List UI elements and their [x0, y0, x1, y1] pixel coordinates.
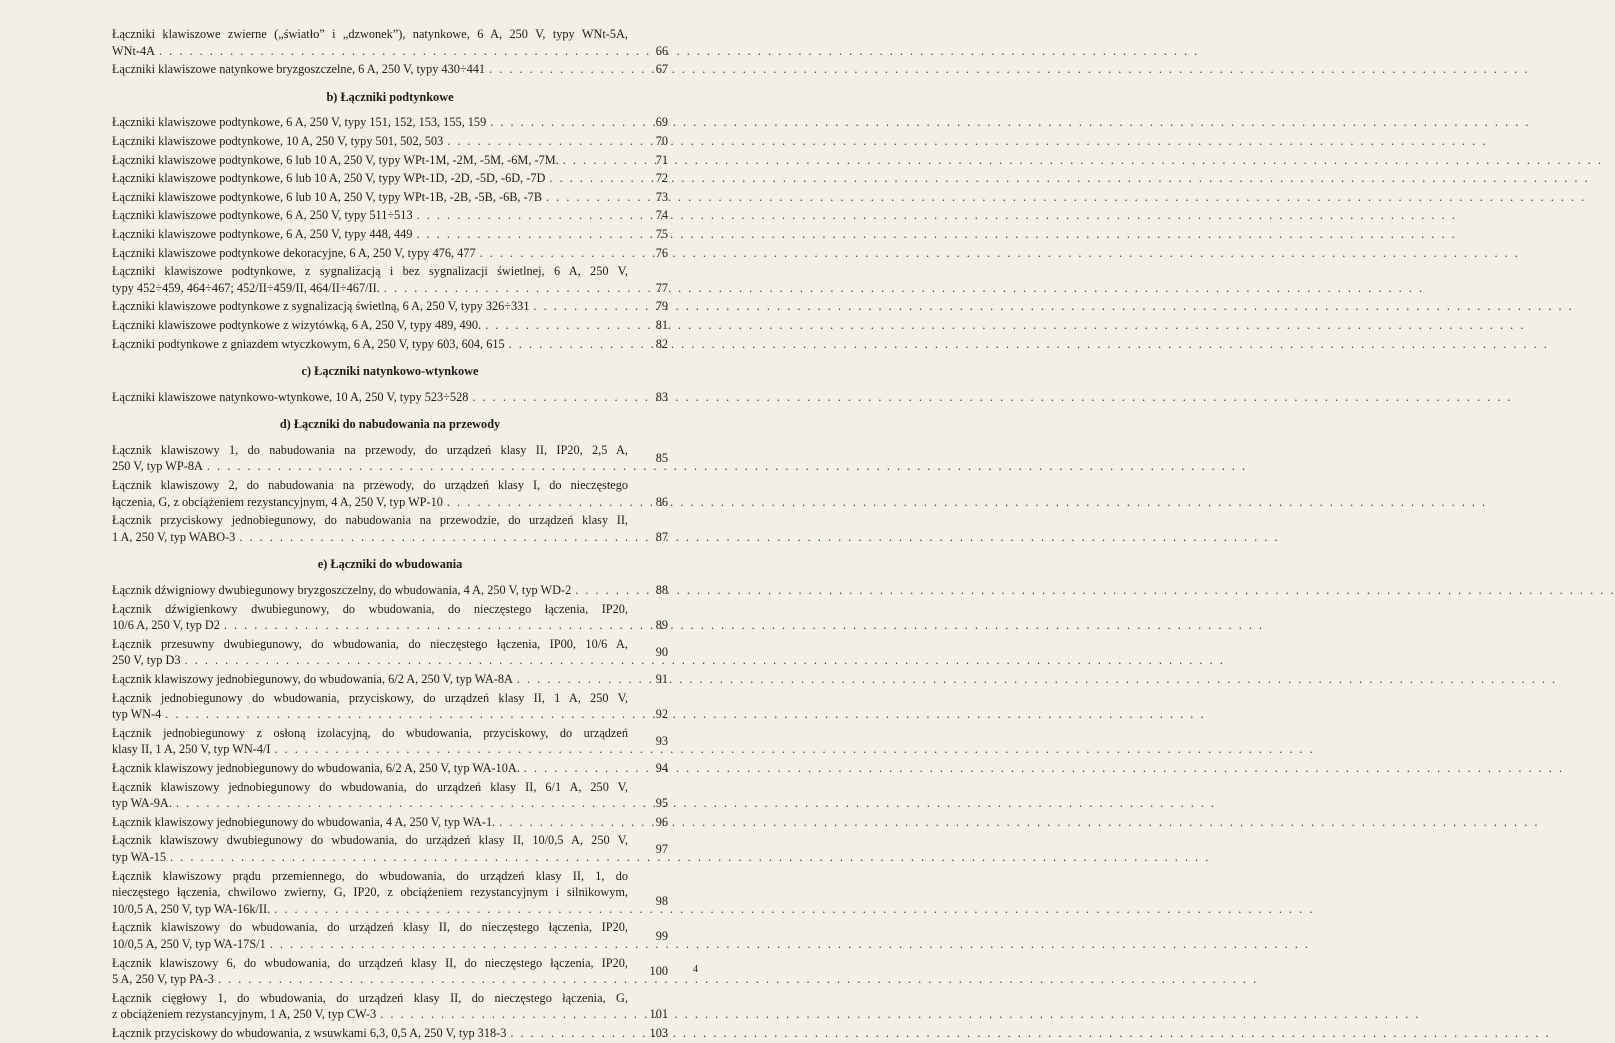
page-number: 73 — [655, 189, 668, 204]
toc-entry-text: typ WN-4 — [112, 707, 162, 722]
toc-entry-text: Łącznik dźwigienkowy dwubiegunowy, do wbudowania, do nieczęstego łączenia, IP20, — [112, 601, 628, 616]
toc-entry-text: Łączniki klawiszowe podtynkowe z wizytówką, 6 A, 250 V, typy 489, 490. — [112, 317, 482, 332]
toc-entry-last-line — [112, 226, 628, 243]
toc-entry — [112, 760, 668, 777]
dot-leader — [165, 706, 1205, 723]
page-number: 87 — [655, 529, 668, 544]
toc-entry-text: Łącznik klawiszowy dwubiegunowy do wbudowania, do urządzeń klasy II, 10/0,5 A, 250 V, — [112, 833, 628, 848]
table-of-contents — [112, 26, 668, 1043]
toc-entry — [112, 990, 668, 1023]
toc-entry — [112, 477, 668, 510]
toc-entry — [112, 26, 668, 59]
page-number: 71 — [655, 152, 668, 167]
dot-leader — [239, 529, 1279, 546]
toc-entry-text: Łączniki klawiszowe podtynkowe, z sygnalizacją i bez sygnalizacji świetlnej, 6 A, 250 V, — [112, 264, 628, 279]
page-number: 89 — [655, 618, 668, 633]
toc-entry-last-line — [112, 617, 628, 634]
dot-leader — [218, 971, 1258, 988]
page-number: 92 — [655, 707, 668, 722]
dot-leader — [170, 849, 1210, 866]
dot-leader — [524, 760, 1564, 777]
toc-entry-text: Łączniki klawiszowe podtynkowe, 6 lub 10 A, 250 V, typy WPt-1M, -2M, -5M, -6M, -7M. — [112, 152, 559, 167]
page-number: 82 — [655, 336, 668, 351]
toc-entry-text: Łączniki klawiszowe podtynkowe z sygnalizacją świetlną, 6 A, 250 V, typy 326÷331 — [112, 299, 530, 314]
page-number: 70 — [655, 133, 668, 148]
toc-entry-text: nieczęstego łączenia, chwilowo zwierny, G, IP20, z obciążeniem rezystancyjnym i silnikowym, — [112, 885, 628, 900]
toc-entry-text: 250 V, typ D3 — [112, 653, 181, 668]
dot-leader — [575, 582, 1615, 599]
toc-entry-last-line — [112, 280, 628, 297]
dot-leader — [546, 189, 1586, 206]
page-number: 103 — [649, 1025, 668, 1040]
toc-entry — [112, 336, 668, 353]
toc-entry — [112, 298, 668, 315]
dot-leader — [384, 280, 1424, 297]
toc-entry-text: Łącznik klawiszowy 2, do nabudowania na przewody, do urządzeń klasy I, do nieczęstego — [112, 478, 628, 493]
toc-entry-text: 10/6 A, 250 V, typ D2 — [112, 618, 220, 633]
toc-entry-last-line — [112, 814, 628, 831]
page-number: 69 — [655, 115, 668, 130]
toc-entry-last-line — [112, 1006, 628, 1023]
toc-entry — [112, 317, 668, 334]
toc-entry-text: typ WA-15 — [112, 849, 167, 864]
section-heading: c) Łączniki natynkowo-wtynkowe — [301, 364, 479, 379]
toc-entry — [112, 582, 668, 599]
toc-entry — [112, 189, 668, 206]
dot-leader — [159, 43, 1199, 60]
toc-entry-last-line — [112, 741, 628, 758]
dot-leader — [380, 1006, 1420, 1023]
page-number: 86 — [655, 494, 668, 509]
dot-leader — [275, 741, 1315, 758]
dot-leader — [207, 458, 1247, 475]
toc-entry — [112, 152, 668, 169]
page-number: 85 — [655, 451, 668, 466]
toc-entry-text: Łączniki klawiszowe podtynkowe, 10 A, 250 V, typy 501, 502, 503 — [112, 133, 444, 148]
toc-entry-text: łączenia, G, z obciążeniem rezystancyjnym, 4 A, 250 V, typ WP-10 — [112, 494, 443, 509]
toc-entry — [112, 779, 668, 812]
section-heading: e) Łączniki do wbudowania — [317, 557, 463, 572]
toc-entry-text: Łącznik dźwigniowy dwubiegunowy bryzgoszczelny, do wbudowania, 4 A, 250 V, typ WD-2 — [112, 583, 572, 598]
toc-entry — [112, 512, 668, 545]
toc-entry-last-line — [112, 971, 628, 988]
toc-entry-last-line — [112, 671, 628, 688]
page-number: 74 — [655, 208, 668, 223]
toc-entry-text: Łączniki klawiszowe podtynkowe, 6 A, 250 V, typy 511÷513 — [112, 208, 413, 223]
toc-entry — [112, 442, 668, 475]
toc-entry-text: 10/0,5 A, 250 V, typ WA-16k/II. — [112, 901, 271, 916]
page-number: 83 — [655, 389, 668, 404]
toc-entry — [112, 919, 668, 952]
page-number: 96 — [655, 814, 668, 829]
toc-entry-last-line — [112, 795, 628, 812]
page-number: 77 — [655, 280, 668, 295]
toc-entry-last-line — [112, 389, 628, 406]
section-heading: b) Łączniki podtynkowe — [326, 89, 454, 104]
toc-entry-text: typ WA-9A. — [112, 796, 172, 811]
toc-entry-text: Łącznik przyciskowy do wbudowania, z wsuwkami 6,3, 0,5 A, 250 V, typ 318-3 — [112, 1025, 507, 1040]
toc-entry — [112, 245, 668, 262]
toc-entry-text: Łącznik klawiszowy jednobiegunowy do wbudowania, 4 A, 250 V, typ WA-1. — [112, 814, 496, 829]
toc-entry-last-line — [112, 652, 628, 669]
toc-entry-text: Łączniki klawiszowe podtynkowe, 6 A, 250 V, typy 448, 449 — [112, 226, 413, 241]
toc-entry — [112, 114, 668, 131]
toc-entry-last-line — [112, 43, 628, 60]
page-number: 97 — [655, 841, 668, 856]
toc-entry-text: Łącznik cięgłowy 1, do wbudowania, do urządzeń klasy II, do nieczęstego łączenia, G, — [112, 990, 628, 1005]
toc-entry-last-line — [112, 207, 628, 224]
dot-leader — [533, 298, 1573, 315]
toc-entry — [112, 832, 668, 865]
toc-entry-text: Łącznik klawiszowy prądu przemiennego, do wbudowania, do urządzeń klasy II, 1, do — [112, 868, 628, 883]
toc-entry-text: Łączniki podtynkowe z gniazdem wtyczkowym, 6 A, 250 V, typy 603, 604, 615 — [112, 336, 505, 351]
toc-entry-last-line — [112, 458, 628, 475]
toc-entry-last-line — [112, 189, 628, 206]
dot-leader — [416, 226, 1456, 243]
toc-entry-last-line — [112, 582, 628, 599]
page-number: 100 — [649, 964, 668, 979]
toc-entry — [112, 636, 668, 669]
toc-entry-text: Łączniki klawiszowe natynkowe bryzgoszczelne, 6 A, 250 V, typy 430÷441 — [112, 62, 486, 77]
toc-entry — [112, 690, 668, 723]
toc-entry-last-line — [112, 849, 628, 866]
toc-entry — [112, 868, 668, 918]
toc-entry-last-line — [112, 706, 628, 723]
toc-entry-last-line — [112, 133, 628, 150]
toc-entry-last-line — [112, 298, 628, 315]
toc-entry-text: Łączniki klawiszowe zwierne („światło” i „dzwonek”), natynkowe, 6 A, 250 V, typy WNt-5A, — [112, 27, 628, 41]
toc-entry-text: 10/0,5 A, 250 V, typ WA-17S/1 — [112, 936, 266, 951]
page-number: 72 — [655, 171, 668, 186]
toc-entry-text: Łączniki klawiszowe natynkowo-wtynkowe, 10 A, 250 V, typy 523÷528 — [112, 389, 469, 404]
toc-entry-text: Łączniki klawiszowe podtynkowe, 6 lub 10 A, 250 V, typy WPt-1B, -2B, -5B, -6B, -7B — [112, 189, 543, 204]
toc-entry — [112, 955, 668, 988]
toc-entry — [112, 814, 668, 831]
page-number: 67 — [655, 62, 668, 77]
toc-entry-text: 1 A, 250 V, typ WABO-3 — [112, 529, 236, 544]
toc-entry — [112, 725, 668, 758]
toc-entry-last-line — [112, 901, 628, 918]
toc-entry-text: Łączniki klawiszowe podtynkowe, 6 A, 250 V, typy 151, 152, 153, 155, 159 — [112, 115, 487, 130]
toc-entry — [112, 170, 668, 187]
page-number: 88 — [655, 583, 668, 598]
toc-entry-text: Łączniki klawiszowe podtynkowe, 6 lub 10 A, 250 V, typy WPt-1D, -2D, -5D, -6D, -7D — [112, 171, 546, 186]
toc-entry-text: Łącznik klawiszowy jednobiegunowy, do wbudowania, 6/2 A, 250 V, typ WA-8A — [112, 672, 513, 686]
toc-entry-text: Łącznik klawiszowy 1, do nabudowania na przewody, do urządzeń klasy II, IP20, 2,5 A, — [112, 442, 628, 457]
toc-entry-last-line — [112, 61, 628, 78]
toc-entry-text: klasy II, 1 A, 250 V, typ WN-4/I — [112, 742, 271, 757]
toc-entry-text: Łącznik klawiszowy 6, do wbudowania, do urządzeń klasy II, do nieczęstego łączenia, IP20, — [112, 955, 628, 970]
page-number: 91 — [655, 672, 668, 686]
page-number: 98 — [655, 893, 668, 908]
side-page-number: 4 — [693, 964, 698, 975]
toc-entry — [112, 671, 668, 688]
toc-entry-last-line — [112, 494, 628, 511]
section-heading: d) Łączniki do nabudowania na przewody — [279, 417, 501, 432]
dot-leader — [472, 389, 1512, 406]
dot-leader — [549, 170, 1589, 187]
toc-entry — [112, 389, 668, 406]
toc-entry-text: Łącznik przyciskowy jednobiegunowy, do nabudowania na przewodzie, do urządzeń klasy II, — [112, 513, 628, 528]
toc-entry-text: Łączniki klawiszowe podtynkowe dekoracyjne, 6 A, 250 V, typy 476, 477 — [112, 245, 476, 260]
toc-entry — [112, 207, 668, 224]
toc-entry-text: WNt-4A — [112, 43, 156, 58]
dot-leader — [185, 652, 1225, 669]
toc-entry-last-line — [112, 336, 628, 353]
toc-entry-text: typy 452÷459, 464÷467; 452/II÷459/II, 464/II÷467/II. — [112, 280, 380, 295]
toc-entry — [112, 226, 668, 243]
page-number: 93 — [655, 734, 668, 749]
toc-entry-text: Łącznik jednobiegunowy do wbudowania, przyciskowy, do urządzeń klasy II, 1 A, 250 V, — [112, 690, 628, 705]
dot-leader — [417, 207, 1457, 224]
dot-leader — [447, 133, 1487, 150]
toc-entry — [112, 61, 668, 78]
dot-leader — [274, 901, 1314, 918]
toc-entry-last-line — [112, 245, 628, 262]
page-number: 90 — [655, 645, 668, 660]
page-number: 66 — [655, 43, 668, 58]
toc-entry-last-line — [112, 114, 628, 131]
page-number: 99 — [655, 928, 668, 943]
toc-entry-text: Łącznik klawiszowy do wbudowania, do urządzeń klasy II, do nieczęstego łączenia, IP20, — [112, 920, 628, 935]
toc-entry-text: Łącznik klawiszowy jednobiegunowy do wbudowania, do urządzeń klasy II, 6/1 A, 250 V, — [112, 779, 628, 794]
toc-entry-text: Łącznik przesuwny dwubiegunowy, do wbudowania, do nieczęstego łączenia, IP00, 10/6 A, — [112, 636, 628, 651]
page-number: 81 — [655, 317, 668, 332]
toc-entry-last-line — [112, 170, 628, 187]
toc-entry-last-line — [112, 936, 628, 953]
page-number: 75 — [655, 226, 668, 241]
toc-entry-last-line — [112, 760, 628, 777]
page-number: 94 — [655, 760, 668, 775]
page-number: 76 — [655, 245, 668, 260]
page-number: 101 — [649, 1007, 668, 1022]
dot-leader — [270, 936, 1310, 953]
toc-entry-last-line — [112, 529, 628, 546]
toc-entry-last-line — [112, 317, 628, 334]
dot-leader — [447, 494, 1487, 511]
page-number: 79 — [655, 299, 668, 314]
toc-entry-text: Łącznik jednobiegunowy z osłoną izolacyjną, do wbudowania, przyciskowy, do urządzeń — [112, 725, 628, 740]
dot-leader — [517, 671, 1557, 688]
dot-leader — [563, 152, 1603, 169]
toc-entry-text: 250 V, typ WP-8A — [112, 459, 203, 474]
page-number: 95 — [655, 796, 668, 811]
toc-entry-last-line — [112, 152, 628, 169]
toc-entry-last-line — [112, 1025, 628, 1042]
toc-entry — [112, 601, 668, 634]
toc-entry-text: z obciążeniem rezystancyjnym, 1 A, 250 V, typ CW-3 — [112, 1007, 377, 1022]
dot-leader — [176, 795, 1216, 812]
toc-entry-text: Łącznik klawiszowy jednobiegunowy do wbudowania, 6/2 A, 250 V, typ WA-10A. — [112, 760, 520, 775]
dot-leader — [224, 617, 1264, 634]
toc-entry — [112, 1025, 668, 1042]
toc-entry — [112, 263, 668, 296]
toc-entry — [112, 133, 668, 150]
toc-entry-text: 5 A, 250 V, typ PA-3 — [112, 972, 214, 987]
